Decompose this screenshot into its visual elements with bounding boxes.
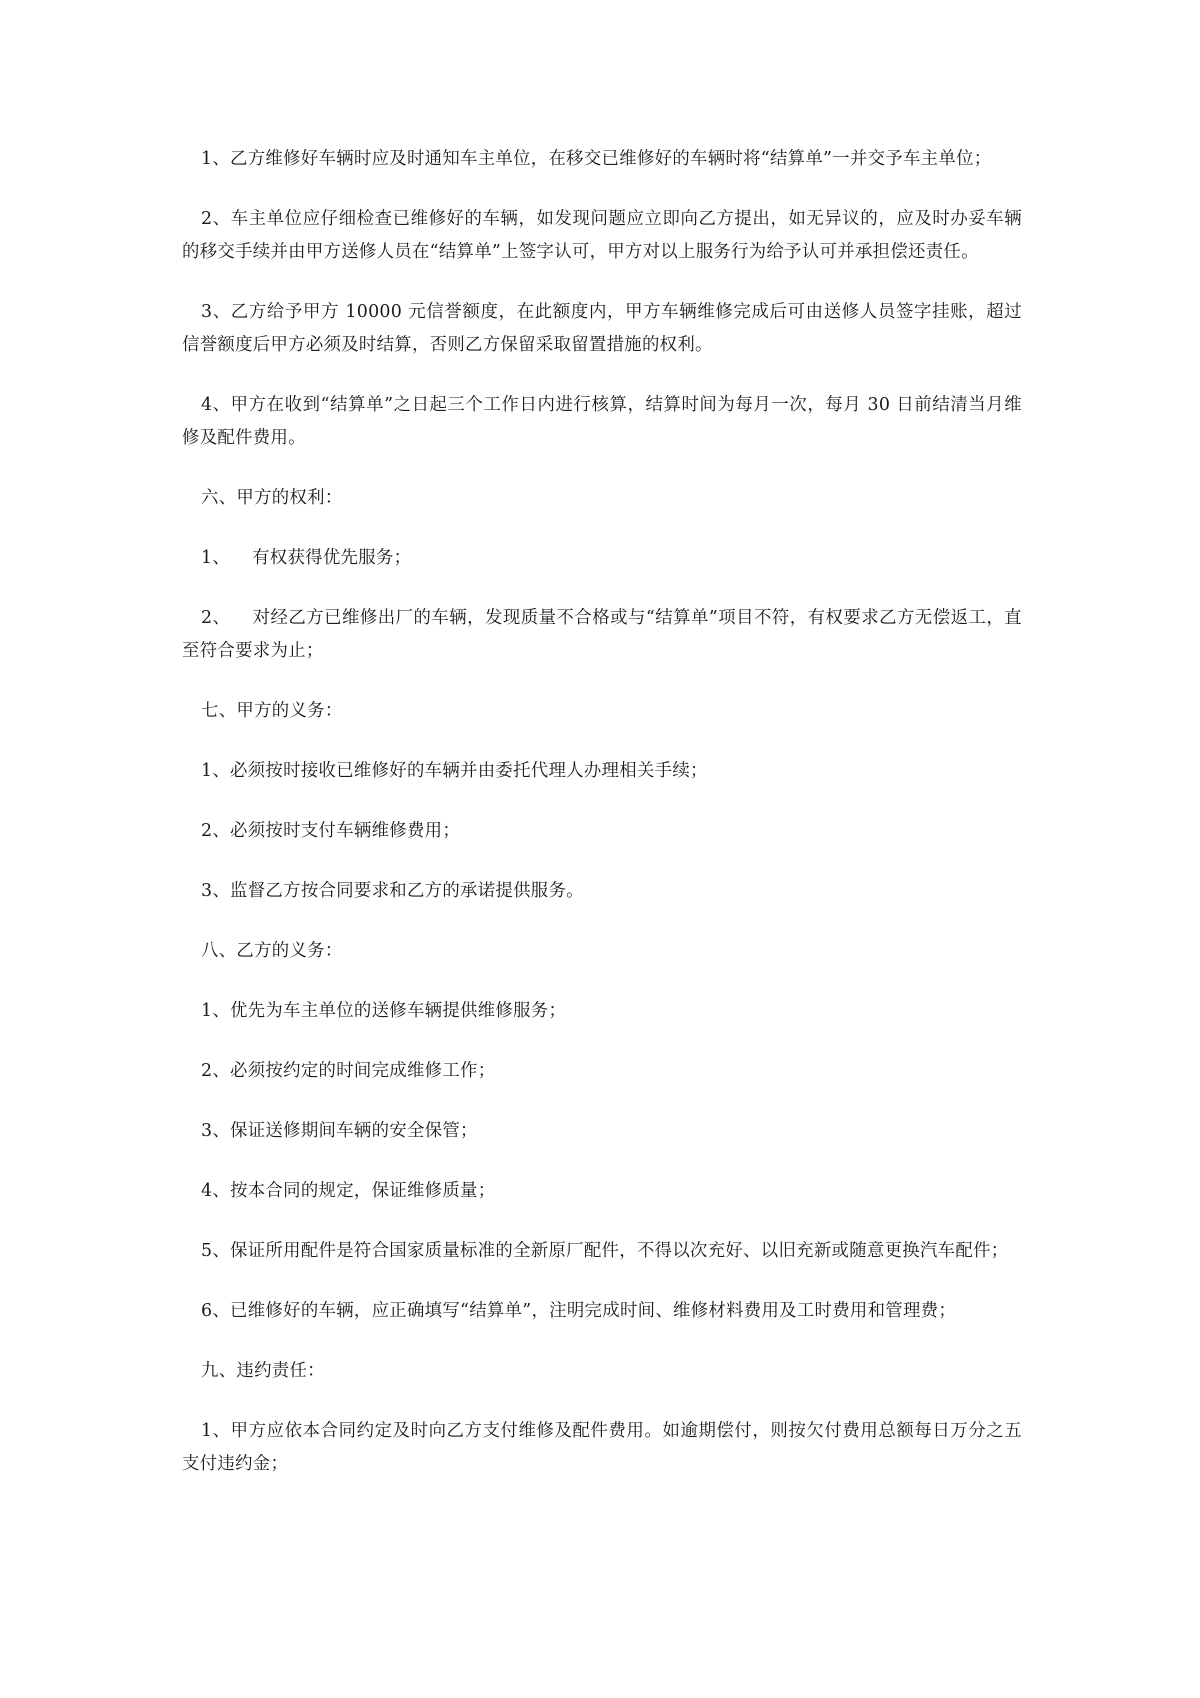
clause-8-4: 4、按本合同的规定，保证维修质量； — [201, 1181, 496, 1201]
section-heading-8: 八、乙方的义务： — [201, 941, 343, 961]
section-heading-9: 九、违约责任： — [201, 1361, 325, 1381]
clause-number: 2、 — [201, 608, 231, 628]
document-body — [182, 143, 1022, 1508]
clause-7-1: 1、必须按时接收已维修好的车辆并由委托代理人办理相关手续； — [201, 761, 708, 781]
section-heading-6: 六、甲方的权利： — [201, 488, 343, 508]
clause-8-5: 5、保证所用配件是符合国家质量标准的全新原厂配件，不得以次充好、以旧充新或随意更换汽车配件； — [201, 1241, 1009, 1261]
clause-text: 对经乙方已维修出厂的车辆，发现质量不合格或与“结算单”项目不符，有权要求乙方无偿返工，直至符合要求为止； — [182, 608, 1022, 661]
clause-8-1: 1、优先为车主单位的送修车辆提供维修服务； — [201, 1001, 567, 1021]
clause-5-1: 1、乙方维修好车辆时应及时通知车主单位，在移交已维修好的车辆时将“结算单”一并交予车主单位； — [201, 149, 992, 169]
clause-number: 1、 — [201, 548, 231, 568]
clause-6-2 — [182, 602, 1022, 668]
clause-5-3: 3、乙方给予甲方 10000 元信誉额度，在此额度内，甲方车辆维修完成后可由送修人员签字挂账，超过信誉额度后甲方必须及时结算，否则乙方保留采取留置措施的权利。 — [182, 302, 1022, 355]
clause-6-1 — [182, 542, 1022, 575]
clause-5-2: 2、车主单位应仔细检查已维修好的车辆，如发现问题应立即向乙方提出，如无异议的，应及时办妥车辆的移交手续并由甲方送修人员在“结算单”上签字认可，甲方对以上服务行为给予认可并承担偿还责任。 — [182, 209, 1022, 262]
clause-text: 有权获得优先服务； — [252, 548, 412, 568]
clause-7-3: 3、监督乙方按合同要求和乙方的承诺提供服务。 — [201, 881, 584, 901]
clause-8-6: 6、已维修好的车辆，应正确填写“结算单”，注明完成时间、维修材料费用及工时费用和管理费； — [201, 1301, 957, 1321]
clause-5-4: 4、甲方在收到“结算单”之日起三个工作日内进行核算，结算时间为每月一次，每月 30 日前结清当月维修及配件费用。 — [182, 395, 1022, 448]
clause-7-2: 2、必须按时支付车辆维修费用； — [201, 821, 461, 841]
clause-8-2: 2、必须按约定的时间完成维修工作； — [201, 1061, 496, 1081]
clause-9-1: 1、甲方应依本合同约定及时向乙方支付维修及配件费用。如逾期偿付，则按欠付费用总额每日万分之五支付违约金； — [182, 1421, 1022, 1474]
section-heading-7: 七、甲方的义务： — [201, 701, 343, 721]
clause-8-3: 3、保证送修期间车辆的安全保管； — [201, 1121, 478, 1141]
